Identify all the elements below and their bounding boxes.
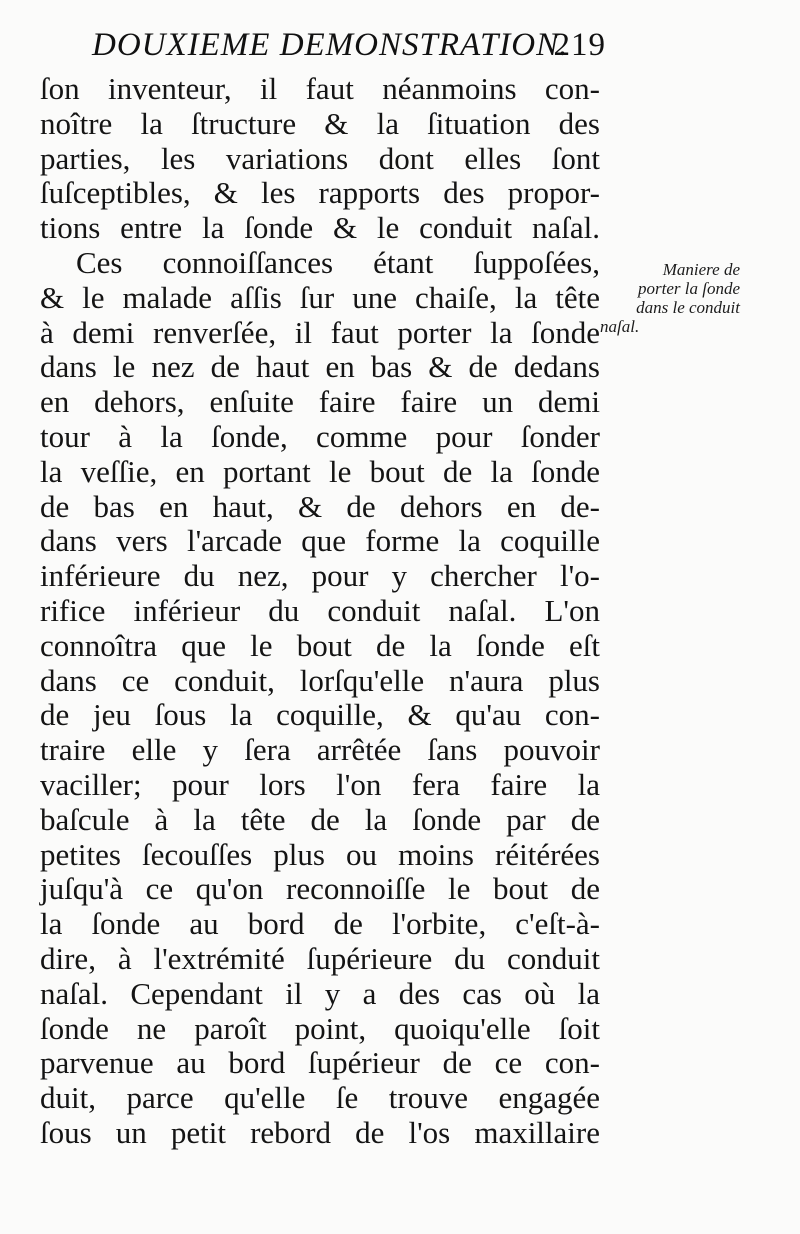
running-title: DOUXIEME DEMONSTRATION.	[92, 27, 569, 63]
running-header	[92, 20, 612, 70]
text-line: tions entre la ſonde & le conduit naſal.	[40, 210, 600, 246]
text-line: la veſſie, en portant le bout de la ſonde	[40, 453, 600, 489]
margin-note-line: dans le conduit	[636, 298, 740, 317]
page-number: 219	[553, 27, 606, 63]
text-line: noître la ſtructure & la ſituation des	[40, 105, 600, 141]
text-line: petites ſecouſſes plus ou moins réitérées	[40, 836, 600, 872]
text-line: dans vers l'arcade que forme la coquille	[40, 523, 600, 559]
text-line: vaciller; pour lors l'on fera faire la	[40, 766, 600, 802]
text-line: parvenue au bord ſupérieur de ce con-	[40, 1045, 600, 1081]
text-line: ſuſceptibles, & les rapports des propor-	[40, 175, 600, 211]
text-line: de bas en haut, & de dehors en de-	[40, 488, 600, 524]
body-text	[40, 72, 600, 1151]
text-line: parties, les variations dont elles ſont	[40, 140, 600, 176]
text-line: baſcule à la tête de la ſonde par de	[40, 801, 600, 837]
text-line: ſous un petit rebord de l'os maxillaire	[40, 1114, 600, 1150]
text-line: dire, à l'extrémité ſupérieure du conduit	[40, 940, 600, 976]
text-line: duit, parce qu'elle ſe trouve engagée	[40, 1080, 600, 1116]
text-line: inférieure du nez, pour y chercher l'o-	[40, 558, 600, 594]
text-line: dans le nez de haut en bas & de dedans	[40, 349, 600, 385]
text-line: dans ce conduit, lorſqu'elle n'aura plus	[40, 662, 600, 698]
margin-note-line: naſal.	[600, 317, 640, 336]
text-line: la ſonde au bord de l'orbite, c'eſt-à-	[40, 906, 600, 942]
text-line: tour à la ſonde, comme pour ſonder	[40, 418, 600, 454]
text-line: en dehors, enſuite faire faire un demi	[40, 384, 600, 420]
text-line: de jeu ſous la coquille, & qu'au con-	[40, 697, 600, 733]
text-line: juſqu'à ce qu'on reconnoiſſe le bout de	[40, 871, 600, 907]
text-line: ſon inventeur, il faut néanmoins con-	[40, 71, 600, 106]
margin-note	[600, 260, 740, 336]
text-line: ſonde ne paroît point, quoiqu'elle ſoit	[40, 1010, 600, 1046]
text-line: à demi renverſée, il faut porter la ſonde	[40, 314, 600, 350]
text-line: connoîtra que le bout de la ſonde eſt	[40, 627, 600, 663]
text-line: rifice inférieur du conduit naſal. L'on	[40, 592, 600, 628]
text-line: traire elle y ſera arrêtée ſans pouvoir	[40, 732, 600, 768]
paragraph-start-line: Ces connoiſſances étant ſuppoſées,	[76, 244, 600, 280]
text-line: naſal. Cependant il y a des cas où la	[40, 975, 600, 1011]
margin-note-line: porter la ſonde	[638, 279, 740, 298]
text-line: & le malade aſſis ſur une chaiſe, la tête	[40, 279, 600, 315]
margin-note-line: Maniere de	[662, 260, 740, 279]
